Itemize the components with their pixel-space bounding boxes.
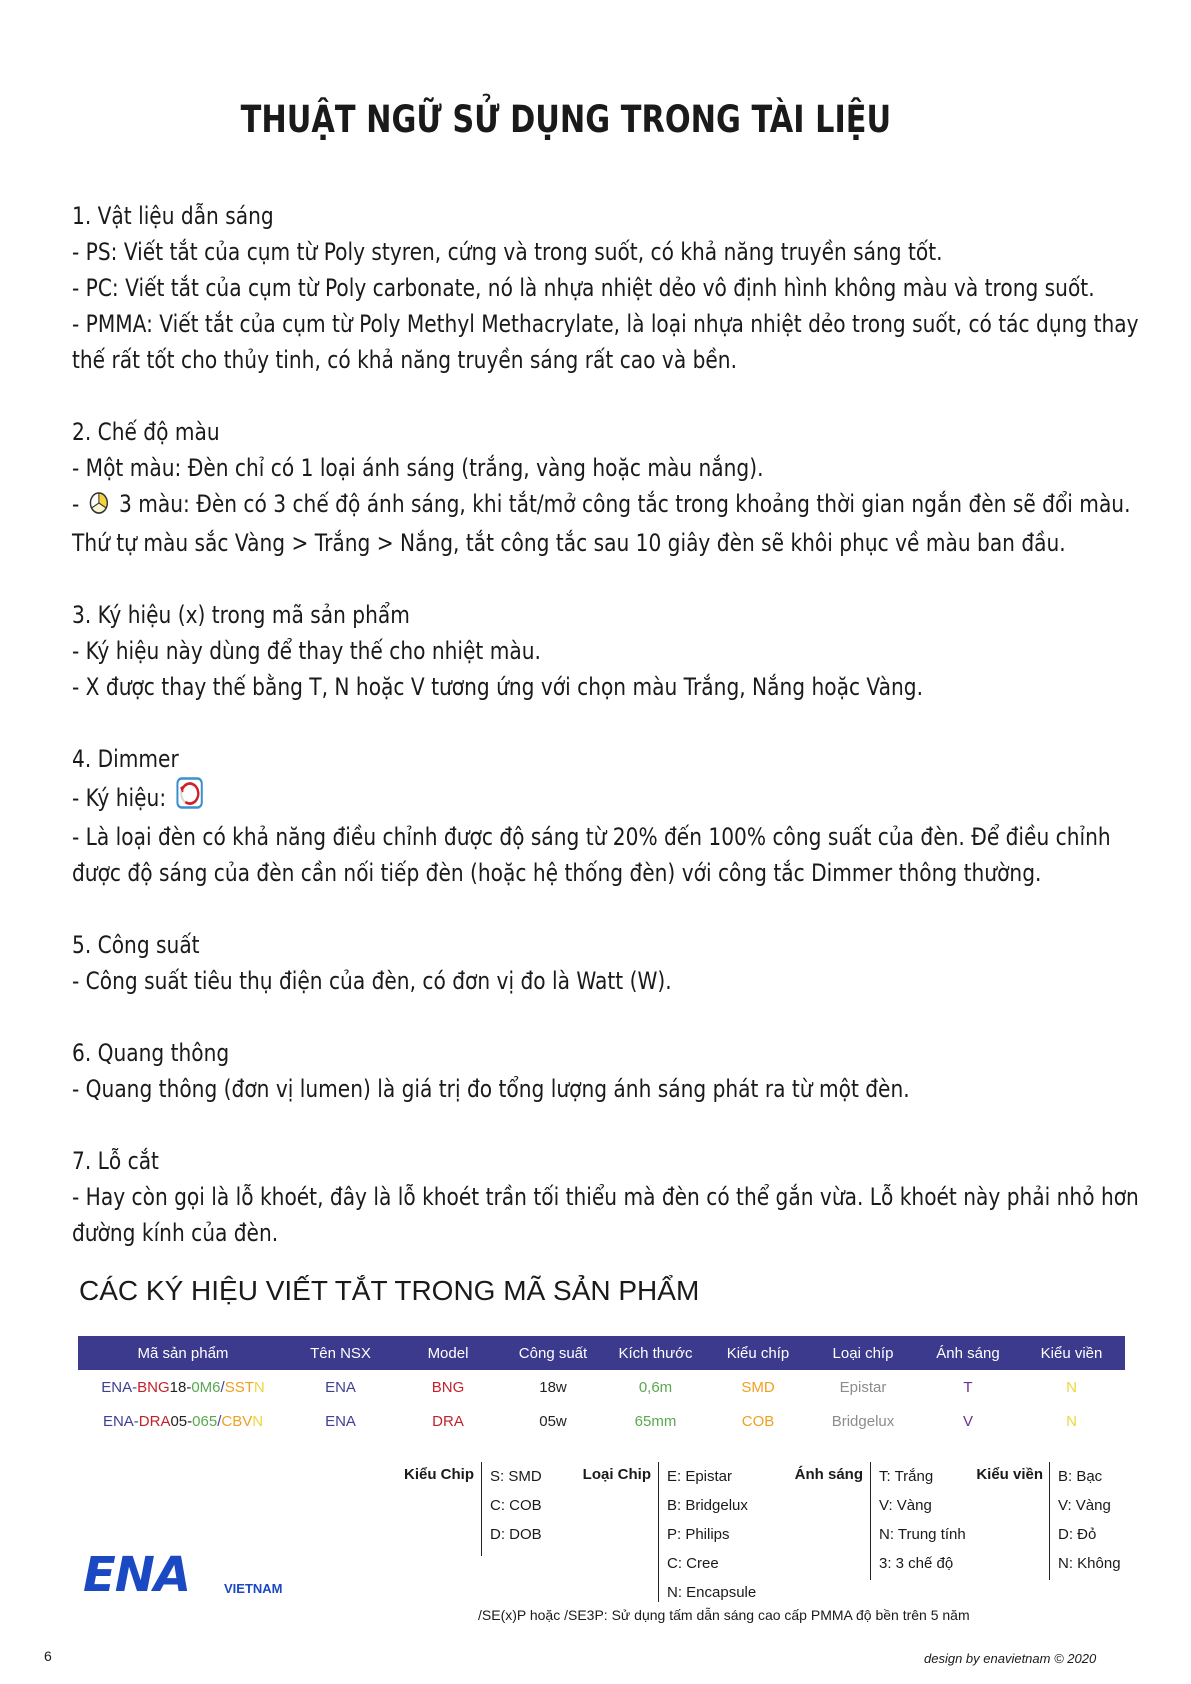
section-line: - Quang thông (đơn vị lumen) là giá trị đo tổng lượng ánh sáng phát ra từ một đèn. xyxy=(72,1075,910,1103)
section-line: - Hay còn gọi là lỗ khoét, đây là lỗ khoét trần tối thiểu mà đèn có thể gắn vừa. Lỗ khoét này phải nhỏ hơn xyxy=(72,1183,1139,1211)
section-line: - Ký hiệu này dùng để thay thế cho nhiệt màu. xyxy=(72,637,541,665)
codes-subtitle: CÁC KÝ HIỆU VIẾT TẮT TRONG MÃ SẢN PHẨM xyxy=(79,1275,700,1306)
section-line: Thứ tự màu sắc Vàng > Trắng > Nắng, tắt công tắc sau 10 giây đèn sẽ khôi phục về màu ban đầu. xyxy=(72,529,1066,557)
code-slash: / xyxy=(220,1378,225,1396)
size-cell: 65mm xyxy=(634,1412,677,1430)
legend-item: E: Epistar xyxy=(667,1468,733,1485)
code-size: 0M6 xyxy=(191,1378,221,1396)
dimmer-icon xyxy=(176,777,203,819)
size-cell: 0,6m xyxy=(638,1378,673,1396)
section-line: - PS: Viết tắt của cụm từ Poly styren, cứng và trong suốt, có khả năng truyền sáng tốt. xyxy=(72,238,943,266)
nsx-cell: ENA xyxy=(325,1412,356,1430)
section-line: - Một màu: Đèn chỉ có 1 loại ánh sáng (trắng, vàng hoặc màu nắng). xyxy=(72,454,764,482)
header-cell: Kiểu viền xyxy=(1018,1336,1125,1370)
legend-item: N: Trung tính xyxy=(879,1526,966,1543)
legend-item: B: Bridgelux xyxy=(667,1497,748,1514)
section-1 xyxy=(72,198,1139,378)
header-cell: Ánh sáng xyxy=(918,1336,1018,1370)
power-cell: 18w xyxy=(539,1378,567,1396)
header-cell: Kích thước xyxy=(603,1336,708,1370)
border-cell: N xyxy=(1066,1412,1077,1430)
section-heading: 2. Chế độ màu xyxy=(72,418,220,446)
page-title: THUẬT NGỮ SỬ DỤNG TRONG TÀI LIỆU xyxy=(240,98,892,141)
code-model: DRA xyxy=(138,1412,171,1430)
section-3 xyxy=(72,597,1132,705)
section-line: được độ sáng của đèn cần nối tiếp đèn (hoặc hệ thống đèn) với công tắc Dimmer thông thường. xyxy=(72,859,1042,887)
section-heading: 4. Dimmer xyxy=(72,745,179,773)
section-line xyxy=(72,486,1132,525)
legend-label-border: Kiểu viền xyxy=(976,1466,1043,1483)
code-slash: / xyxy=(217,1412,222,1430)
section-line: - Là loại đèn có khả năng điều chỉnh được độ sáng từ 20% đến 100% công suất của đèn. Để điều chỉnh xyxy=(72,823,1111,851)
code-chip: CBV xyxy=(221,1412,253,1430)
ena-logo-subtext: VIETNAM xyxy=(224,1581,283,1596)
ena-logo: ENA xyxy=(83,1547,191,1603)
section-line: - PC: Viết tắt của cụm từ Poly carbonate, nó là nhựa nhiệt dẻo vô định hình không màu và trong suốt. xyxy=(72,274,1095,302)
table-row xyxy=(78,1404,1125,1438)
light-cell: T xyxy=(963,1378,973,1396)
product-code-cell xyxy=(78,1404,288,1438)
model-cell: BNG xyxy=(431,1378,465,1396)
section-line xyxy=(72,777,1132,819)
section-7 xyxy=(72,1143,1139,1251)
page-number: 6 xyxy=(44,1648,52,1664)
header-cell: Công suất xyxy=(503,1336,603,1370)
section-line: thế rất tốt cho thủy tinh, có khả năng truyền sáng rất cao và bền. xyxy=(72,346,737,374)
legend-label-chip-style: Kiểu Chip xyxy=(404,1466,474,1483)
section-heading: 3. Ký hiệu (x) trong mã sản phẩm xyxy=(72,601,410,629)
chip-type-cell: Bridgelux xyxy=(831,1412,895,1430)
section-line-text: 3 màu: Đèn có 3 chế độ ánh sáng, khi tắt/mở công tắc trong khoảng thời gian ngắn đèn sẽ đổi màu. xyxy=(119,490,1131,518)
light-cell: V xyxy=(962,1412,973,1430)
section-heading: 6. Quang thông xyxy=(72,1039,230,1067)
border-cell: N xyxy=(1066,1378,1077,1396)
legend-col-chip-type xyxy=(658,1462,756,1602)
code-model: BNG xyxy=(137,1378,170,1396)
section-line: - PMMA: Viết tắt của cụm từ Poly Methyl Methacrylate, là loại nhựa nhiệt dẻo trong suốt, có tác dụng thay xyxy=(72,310,1139,338)
section-line: đường kính của đèn. xyxy=(72,1219,279,1247)
section-heading: 5. Công suất xyxy=(72,931,200,959)
terms-body xyxy=(72,198,1139,1287)
section-2 xyxy=(72,414,1132,561)
header-cell: Model xyxy=(393,1336,503,1370)
product-code-table xyxy=(78,1336,1125,1438)
code-power: 18- xyxy=(169,1378,192,1396)
legend-item: C: COB xyxy=(490,1497,542,1514)
nsx-cell: ENA xyxy=(325,1378,356,1396)
code-border: N xyxy=(252,1412,264,1430)
table-row xyxy=(78,1370,1125,1404)
legend-label-light: Ánh sáng xyxy=(794,1466,863,1483)
section-line-text: - Ký hiệu: xyxy=(72,784,167,812)
legend-label-chip-type: Loại Chip xyxy=(582,1466,651,1483)
section-line: - X được thay thế bằng T, N hoặc V tương ứng với chọn màu Trắng, Nắng hoặc Vàng. xyxy=(72,673,923,701)
legend-item: V: Vàng xyxy=(879,1497,932,1514)
code-prefix: ENA- xyxy=(102,1412,139,1430)
legend-item: 3: 3 chế độ xyxy=(879,1555,954,1572)
legend-item: V: Vàng xyxy=(1058,1497,1111,1514)
header-cell: Kiểu chíp xyxy=(708,1336,808,1370)
header-cell: Tên NSX xyxy=(288,1336,393,1370)
model-cell: DRA xyxy=(432,1412,464,1430)
power-cell: 05w xyxy=(539,1412,567,1430)
legend-item: D: DOB xyxy=(490,1526,542,1543)
code-power: 05- xyxy=(170,1412,193,1430)
code-border: N xyxy=(253,1378,265,1396)
legend-col-chip-style xyxy=(481,1462,542,1556)
section-5 xyxy=(72,927,1132,999)
section-line: - Công suất tiêu thụ điện của đèn, có đơn vị đo là Watt (W). xyxy=(72,967,672,995)
code-prefix: ENA- xyxy=(101,1378,138,1396)
code-chip: SST xyxy=(224,1378,254,1396)
section-4 xyxy=(72,741,1132,891)
chip-cell: SMD xyxy=(741,1378,775,1396)
legend-item: N: Không xyxy=(1058,1555,1121,1572)
legend-item: P: Philips xyxy=(667,1526,730,1543)
legend-item: N: Encapsule xyxy=(667,1584,757,1601)
legend-item: C: Cree xyxy=(667,1555,719,1572)
section-6 xyxy=(72,1035,1132,1107)
footnote: /SE(x)P hoặc /SE3P: Sử dụng tấm dẫn sáng cao cấp PMMA độ bền trên 5 năm xyxy=(478,1607,970,1623)
three-color-mode-icon xyxy=(89,489,109,525)
table-header-row xyxy=(78,1336,1125,1370)
product-code-cell xyxy=(78,1370,288,1404)
design-credit: design by enavietnam © 2020 xyxy=(924,1651,1097,1666)
section-heading: 7. Lỗ cắt xyxy=(72,1147,159,1175)
legend-col-border xyxy=(1049,1462,1121,1580)
legend-item: S: SMD xyxy=(490,1468,542,1485)
code-size: 065 xyxy=(192,1412,218,1430)
header-cell: Loại chíp xyxy=(808,1336,918,1370)
chip-cell: COB xyxy=(741,1412,775,1430)
legend-item: B: Bạc xyxy=(1058,1468,1103,1485)
section-heading: 1. Vật liệu dẫn sáng xyxy=(72,202,274,230)
legend-item: T: Trắng xyxy=(879,1468,934,1485)
legend-item: D: Đỏ xyxy=(1058,1526,1097,1543)
chip-type-cell: Epistar xyxy=(839,1378,887,1396)
line-prefix: - xyxy=(72,490,80,518)
header-cell: Mã sản phẩm xyxy=(78,1336,288,1370)
